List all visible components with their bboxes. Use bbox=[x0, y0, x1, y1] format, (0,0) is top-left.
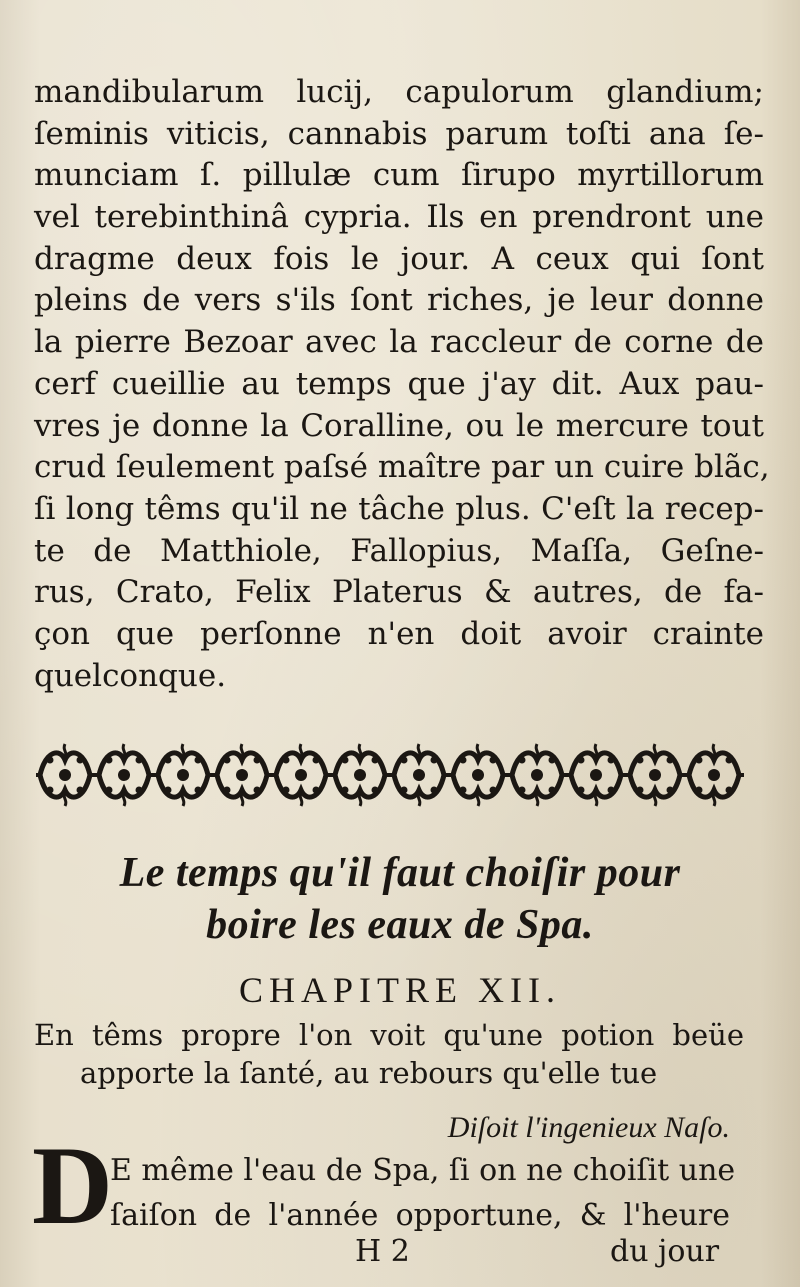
body-line: rus, Crato, Felix Platerus & autres, de fa- bbox=[34, 574, 764, 611]
body-paragraph bbox=[34, 72, 770, 697]
chapter-paragraph-line-1: E même l'eau de Spa, ſi on ne choiſit une bbox=[110, 1153, 736, 1188]
body-line: quelconque. bbox=[34, 657, 227, 694]
body-line: crud ſeulement paſsé maître par un cuire blãc, bbox=[34, 449, 770, 486]
section-title-line-2: boire les eaux de Spa. bbox=[206, 902, 594, 948]
body-line: mandibularum lucij, capulorum glandium; bbox=[34, 74, 764, 110]
fleuron bbox=[95, 744, 154, 806]
body-line: vres je donne la Coralline, ou le mercure tout bbox=[34, 407, 764, 444]
epigraph-line-1: En têms propre l'on voit qu'une potion beüe bbox=[34, 1018, 744, 1052]
section-title-line-1: Le temps qu'il faut choiſir pour bbox=[119, 850, 681, 896]
fleuron bbox=[390, 744, 449, 806]
chapter-paragraph-line-2: ſaiſon de l'année opportune, & l'heure bbox=[110, 1198, 730, 1233]
drop-cap: D bbox=[32, 1124, 113, 1248]
fleuron bbox=[685, 744, 744, 806]
fleuron bbox=[272, 744, 331, 806]
fleuron bbox=[567, 744, 626, 806]
fleuron bbox=[213, 744, 272, 806]
body-line: cerf cueillie au temps que j'ay dit. Aux pau- bbox=[34, 365, 764, 402]
fleuron bbox=[508, 744, 567, 806]
body-line: vel terebinthinâ cypria. Ils en prendront une bbox=[34, 199, 764, 236]
catchword: du jour bbox=[610, 1234, 720, 1269]
fleuron bbox=[626, 744, 685, 806]
chapter-paragraph bbox=[110, 1148, 736, 1238]
body-line: te de Matthiole, Fallopius, Maſſa, Geſne- bbox=[34, 532, 764, 569]
fleuron bbox=[36, 744, 95, 806]
body-line: ſeminis viticis, cannabis parum toſti ana ſe- bbox=[34, 115, 764, 152]
body-line: çon que perſonne n'en doit avoir crainte bbox=[34, 615, 764, 652]
chapter-heading: CHAPITRE XII. bbox=[239, 970, 561, 1010]
fleuron bbox=[331, 744, 390, 806]
body-line: ſi long têms qu'il ne tâche plus. C'eſt la recep- bbox=[34, 490, 764, 527]
epigraph bbox=[34, 1016, 744, 1092]
fleuron bbox=[154, 744, 213, 806]
body-line: la pierre Bezoar avec la raccleur de corne de bbox=[34, 324, 764, 361]
epigraph-line-2: apporte la ſanté, au rebours qu'elle tue bbox=[80, 1056, 658, 1090]
fleuron bbox=[449, 744, 508, 806]
signature-mark: H 2 bbox=[355, 1234, 410, 1269]
body-line: dragme deux fois le jour. A ceux qui ſont bbox=[34, 240, 764, 277]
epigraph-attribution: Diſoit l'ingenieux Naſo. bbox=[447, 1111, 730, 1144]
body-line: pleins de vers s'ils ſont riches, je leur donne bbox=[34, 282, 764, 319]
ornament-band bbox=[36, 740, 744, 810]
body-line: munciam ſ. pillulæ cum ſirupo myrtillorum bbox=[34, 157, 764, 194]
